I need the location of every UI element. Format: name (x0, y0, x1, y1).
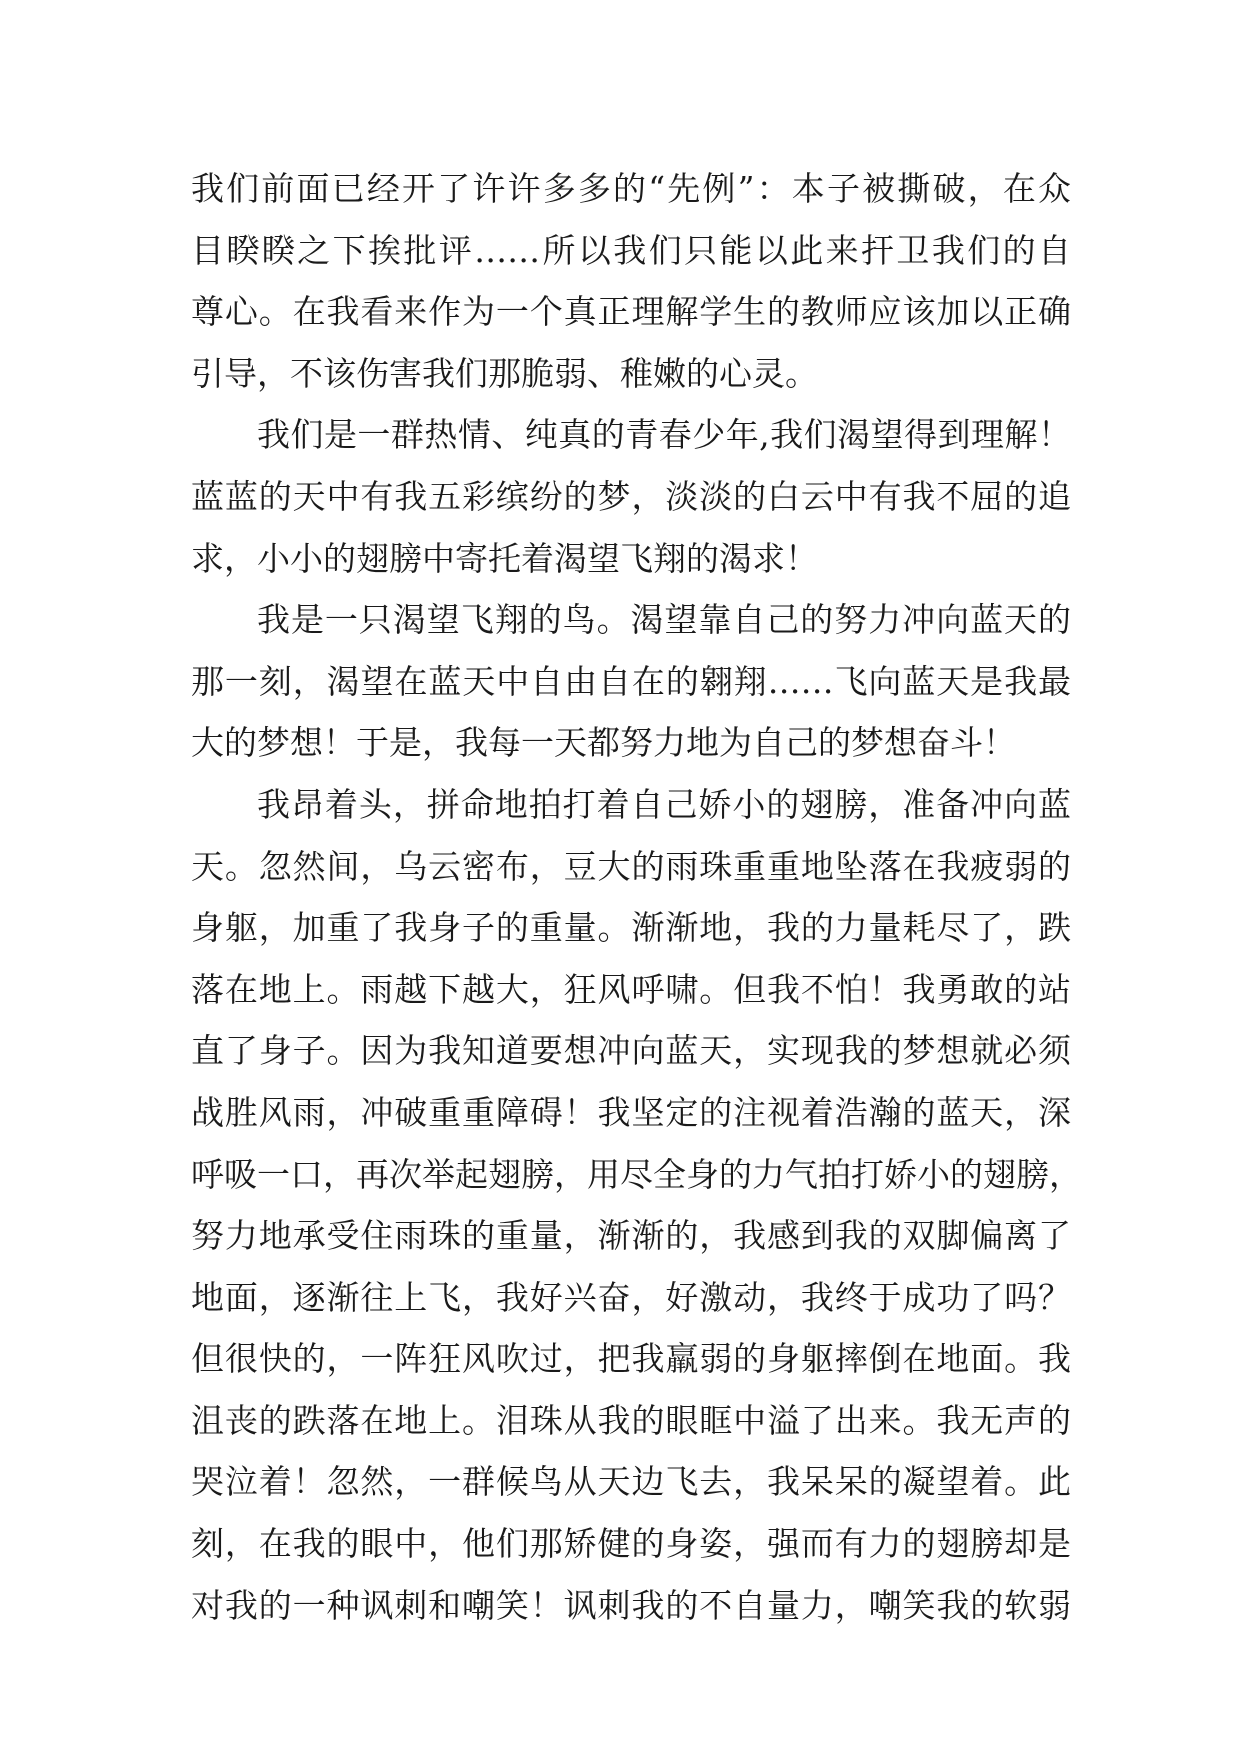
text-line: 哭泣着！忽然，一群候鸟从天边飞去，我呆呆的凝望着。此 (191, 1462, 1071, 1502)
text-line: 身躯，加重了我身子的重量。渐渐地，我的力量耗尽了，跌 (191, 908, 1071, 948)
text-line: 那一刻，渴望在蓝天中自由自在的翱翔……飞向蓝天是我最 (191, 661, 1071, 701)
text-line: 呼吸一口，再次举起翅膀，用尽全身的力气拍打娇小的翅膀， (191, 1154, 1082, 1194)
text-line: 求，小小的翅膀中寄托着渴望飞翔的渴求！ (191, 538, 818, 578)
body-text (191, 158, 1082, 1636)
text-line: 直了身子。因为我知道要想冲向蓝天，实现我的梦想就必须 (191, 1031, 1071, 1071)
text-line: 刻，在我的眼中，他们那矫健的身姿，强而有力的翅膀却是 (191, 1524, 1071, 1564)
text-line: 但很快的，一阵狂风吹过，把我羸弱的身躯摔倒在地面。我 (191, 1339, 1071, 1379)
text-line: 对我的一种讽刺和嘲笑！讽刺我的不自量力，嘲笑我的软弱 (191, 1585, 1071, 1625)
text-line: 蓝蓝的天中有我五彩缤纷的梦，淡淡的白云中有我不屈的追 (191, 476, 1071, 516)
text-line: 尊心。在我看来作为一个真正理解学生的教师应该加以正确 (191, 292, 1071, 332)
text-line: 大的梦想！于是，我每一天都努力地为自己的梦想奋斗！ (191, 723, 1016, 763)
text-line: 战胜风雨，冲破重重障碍！我坚定的注视着浩瀚的蓝天，深 (191, 1092, 1071, 1132)
text-line: 目睽睽之下挨批评……所以我们只能以此来扞卫我们的自 (191, 230, 1071, 270)
text-line: 地面，逐渐往上飞，我好兴奋，好激动，我终于成功了吗？ (191, 1277, 1071, 1317)
paragraph-first-line: 我昂着头，拼命地拍打着自己娇小的翅膀，准备冲向蓝 (257, 784, 1071, 824)
text-line: 天。忽然间，乌云密布，豆大的雨珠重重地坠落在我疲弱的 (191, 846, 1071, 886)
text-line: 引导，不该伤害我们那脆弱、稚嫩的心灵。 (191, 353, 818, 393)
text-line: 努力地承受住雨珠的重量，渐渐的，我感到我的双脚偏离了 (191, 1216, 1071, 1256)
text-line: 我们前面已经开了许许多多的“先例”：本子被撕破，在众 (191, 169, 1071, 208)
text-line: 沮丧的跌落在地上。泪珠从我的眼眶中溢了出来。我无声的 (191, 1400, 1071, 1440)
text-line: 落在地上。雨越下越大，狂风呼啸。但我不怕！我勇敢的站 (191, 969, 1071, 1009)
paragraph-first-line: 我们是一群热情、纯真的青春少年,我们渴望得到理解！ (257, 415, 1071, 455)
paragraph-first-line: 我是一只渴望飞翔的鸟。渴望靠自己的努力冲向蓝天的 (257, 600, 1071, 640)
